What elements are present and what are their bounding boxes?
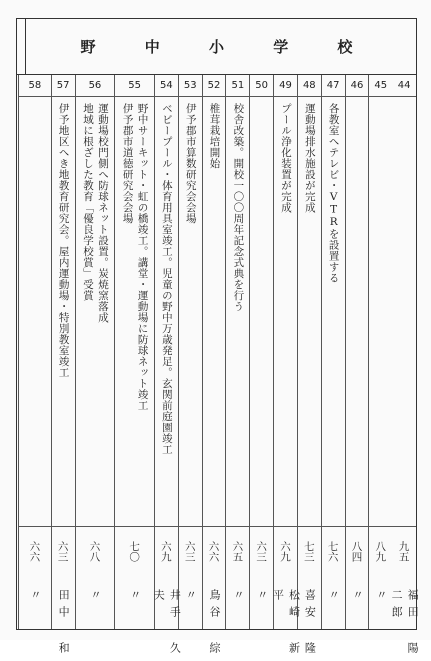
principal-name: 〃 xyxy=(88,589,102,606)
event-description xyxy=(115,97,154,527)
age-cell: 六三 xyxy=(56,541,69,562)
year-column-51 xyxy=(225,75,249,629)
column-number: 47 xyxy=(322,75,345,97)
principal-name: 井手 久夫 xyxy=(152,589,182,659)
event-line: 伊予郡市道徳研究会会場 xyxy=(121,103,134,224)
year-column-47 xyxy=(321,75,345,629)
column-number: 58 xyxy=(19,75,51,97)
year-column-44 xyxy=(390,75,420,659)
column-number: 50 xyxy=(250,75,273,97)
left-margin-strip xyxy=(17,19,26,75)
principal-name: 〃 xyxy=(350,589,364,606)
title-row xyxy=(17,19,416,75)
year-column-45 xyxy=(368,75,392,629)
event-description xyxy=(322,97,345,527)
principal-name: 喜安 隆 xyxy=(303,589,317,659)
principal-name: 〃 xyxy=(28,589,42,606)
column-number: 48 xyxy=(298,75,321,97)
column-number: 56 xyxy=(76,75,115,97)
year-columns xyxy=(17,75,420,659)
column-number: 44 xyxy=(392,75,416,97)
principal-name: 〃 xyxy=(255,589,269,606)
column-number: 52 xyxy=(203,75,226,97)
school-title: 野 中 小 学 校 xyxy=(80,38,375,56)
event-line: プール浄化装置が完成 xyxy=(280,103,292,213)
event-line: 運動場排水施設が完成 xyxy=(303,103,316,213)
event-description xyxy=(226,97,249,527)
event-description xyxy=(369,97,392,527)
event-line: ベビープール・体育用具室竣工。児童の野中万歳発足。玄関前庭園竣工 xyxy=(160,103,173,455)
principal-name: 福田 陽二郎 xyxy=(390,589,420,659)
event-description xyxy=(346,97,369,527)
column-number: 54 xyxy=(155,75,178,97)
column-number: 46 xyxy=(346,75,369,97)
age-cell: 七三 xyxy=(302,541,315,562)
event-line: 校舎改築。開校一〇〇周年記念式典を行う xyxy=(232,103,245,312)
event-description xyxy=(155,97,178,527)
principal-name: 〃 xyxy=(374,589,388,606)
age-cell: 八四 xyxy=(350,541,363,562)
year-column-54 xyxy=(152,75,182,659)
event-description xyxy=(203,97,226,527)
age-cell: 六三 xyxy=(183,541,196,562)
event-line: 運動場校門側へ防球ネット設置。炭焼窯落成 xyxy=(96,103,109,323)
principal-name: 鳥谷 綜 xyxy=(208,589,222,659)
year-column-53 xyxy=(178,75,202,629)
year-column-58 xyxy=(18,75,51,629)
event-line: 伊予地区へき地教育研究会。屋内運動場・特別教室竣工 xyxy=(57,103,70,378)
age-cell: 六六 xyxy=(207,541,220,562)
event-description xyxy=(76,97,115,527)
event-line: 地域に根ざした教育「優良学校賞」受賞 xyxy=(81,103,94,301)
event-description xyxy=(19,97,51,527)
age-cell: 六九 xyxy=(159,541,172,562)
principal-name: 〃 xyxy=(184,589,198,606)
principal-name: 松崎 新平 xyxy=(271,589,301,659)
age-cell: 六九 xyxy=(279,541,291,562)
year-column-55 xyxy=(114,75,154,629)
event-description xyxy=(250,97,273,527)
event-line: 野中サーキット・虹の橋竣工。講堂・運動場に防球ネット竣工 xyxy=(136,103,149,411)
column-number: 45 xyxy=(369,75,392,97)
event-description xyxy=(179,97,202,527)
history-table xyxy=(16,18,420,659)
age-cell: 九五 xyxy=(397,541,410,562)
column-number: 49 xyxy=(274,75,297,97)
year-column-57 xyxy=(51,75,75,659)
age-cell: 八九 xyxy=(374,541,387,562)
year-column-50 xyxy=(249,75,273,629)
principal-name: 〃 xyxy=(231,589,245,606)
event-description xyxy=(274,97,297,527)
year-column-46 xyxy=(345,75,369,629)
year-column-52 xyxy=(202,75,226,659)
principal-name: 田中 和 xyxy=(57,589,71,659)
age-cell: 六三 xyxy=(255,541,268,562)
event-description xyxy=(392,97,416,527)
principal-name: 〃 xyxy=(327,589,341,606)
column-number: 57 xyxy=(52,75,75,97)
column-number: 51 xyxy=(226,75,249,97)
event-line: 各教室へテレビ・VTRを設置する xyxy=(327,103,340,284)
column-number: 55 xyxy=(115,75,154,97)
event-description xyxy=(298,97,321,527)
year-column-48 xyxy=(297,75,321,659)
age-cell: 六八 xyxy=(88,541,101,562)
year-column-49 xyxy=(271,75,301,659)
year-column-56 xyxy=(75,75,115,629)
age-cell: 六六 xyxy=(28,541,41,562)
principal-name: 〃 xyxy=(128,589,142,606)
age-cell: 七六 xyxy=(326,541,339,562)
column-number: 53 xyxy=(179,75,202,97)
event-line: 伊予郡市算数研究会会場 xyxy=(184,103,197,224)
age-cell: 六五 xyxy=(231,541,244,562)
age-cell: 七〇 xyxy=(128,541,141,562)
event-description xyxy=(52,97,75,527)
event-line: 椎茸栽培開始 xyxy=(208,103,221,169)
